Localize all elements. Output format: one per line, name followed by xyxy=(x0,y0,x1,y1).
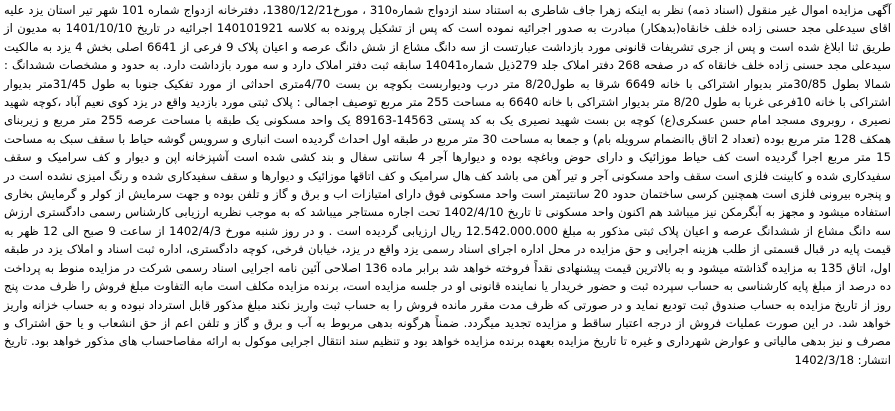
notice-body-text: آگهی مزایده اموال غیر منقول (اسناد ذمه) نظر به اینکه زهرا جاف شاطری به استناد سند ازدواج شماره310 ، مورخ1380/12/21، دفترخانه ازدواج شماره 101 شهر تیر استان یزد علیه اقای سیدعلی مجد حسنی زاده خلف خانقاه(بدهکار) مبادرت به صدور اجرائیه نموده است که پس از تشکیل پرونده به کلاسه 140101921 اجرائیه در تاریخ 1401/10/10 به مدیون از طریق ثنا ابلاغ شده است و پس از جری تشریفات قانونی مورد بازداشت عبارتست از سه دانگ مشاع از شش دانگ عرصه و اعیان پلاک 9 فرعی از 6641 اصلی بخش 4 یزد به مالکیت سیدعلی مجد حسنی زاده خلف خانقاه که در صفحه 268 دفتر املاک جلد 279ذیل شماره14041 سابقه ثبت دفتر املاک دارد و سه مورد بازداشت دارد. به حدود و مشخصات ششدانگ : شمالا بطول 30/85متر بدیوار اشتراکی با خانه 6649 شرقا به طول8/20 متر درب ودیواربست بکوچه بن بست 4/70متری احداثی از مورد تفکیک جنوبا به طول 31/45متر بدیوار اشتراکی با خانه 10فرعی غربا به طول 8/20 متر بدیوار اشتراکی با خانه 6640 به مساحت 255 متر مربع توصیف اجمالی : پلاک ثبتی مورد بازدید واقع در یزد کوی نعیم آباد ،کوچه شهید نصیری ، روبروی مسجد امام حسن عسکری(ع) کوچه بن بست شهید نصیری یک به کد پستی 14563-89163 یک واحد مسکونی یک طبقه با مساحت عرصه 255 متر مربع و زیربنای همکف 128 متر مربع بوده (تعداد 2 اتاق باانضمام سرویله بام) و جمعا به مساحت 30 متر مربع در طبقه اول احداث گردیده است انباری و سرویس گوشه حیاط با سقف سبک به مساحت 15 متر مربع اجرا گردیده است کف حیاط موزائیک و دارای حوض وباغچه بوده و دیوارها آجر 4 سانتی سفال و بند کشی شده است آشپزخانه اپن و دیوار و کف سرامیک و سقف سفیدکاری شده و کابینت فلزی است سقف واحد مسکونی آجر و تیر آهن می باشد کف هال سرامیک و کف اتاقها موزائیک و دیوارها و سقف سفیدکاری شده و رنگ امیزی نشده است در و پنجره بیرونی فلزی است همچنین کرسی ساختمان حدود 20 سانتیمتر است واحد مسکونی فوق دارای امتیازات اب و برق و گاز و تلفن بوده و جهت سرمایش از کولر و گرمایش بخاری استفاده میشود و مجهز به آبگرمکن نیز میباشد هم اکنون واحد مسکونی تا تاریخ 1402/4/10 تحت اجاره مستاجر میباشد که به موجب نظریه ارزیابی کارشناس رسمی دادگستری ارزش سه دانگ مشاع از ششدانگ عرصه و اعیان پلاک ثبتی مذکور به مبلغ 12.542.000.000 ریال ارزیابی گردیده است . و در روز شنبه مورخ 1402/4/3 از ساعت 9 صبح الی 12 ظهر به قیمت پایه در قبال قسمتی از طلب هزینه اجرایی و حق مزایده در محل اداره اجرای اسناد رسمی یزد واقع در یزد، خیابان فرخی، کوچه دادگستری، اداره ثبت اسناد و املاک یزد در طبقه اول، اتاق 135 به مزایده گذاشته میشود و به بالاترین قیمت پیشنهادی نقداً فروخته خواهد شد برابر ماده 136 اصلاحی آئین نامه اجرایی اسناد رسمی شرکت در مزایده منوط به پرداخت ده درصد از مبلغ پایه کارشناسی به حساب سپرده ثبت و حضور خریدار یا نماینده قانونی او در جلسه مزایده است، برنده مزایده مکلف است مابه التفاوت مبلغ فروش را ظرف مدت پنج روز از تاریخ مزایده به حساب صندوق ثبت تودیع نماید و در صورتی که ظرف مدت مقرر مانده فروش را به حساب ثبت واریز نکند مبلغ مذکور قابل استرداد نبوده و به حساب خزانه واریز خواهد شد. در این صورت عملیات فروش از درجه اعتبار ساقط و مزایده تجدید میگردد. ضمناً هرگونه بدهی مربوط به آب و برق و گاز و تلفن اعم از حق انشعاب و یا حق اشتراک و مصرف و نیز بدهی مالیاتی و عوارض شهرداری و غیره تا تاریخ مزایده بعهده برنده مزایده خواهد بود و تنظیم سند انتقال اجرایی موکول به ارائه مفاصاحساب های مذکور خواهد بود. تاریخ انتشار: 1402/3/18 xyxy=(4,3,892,367)
